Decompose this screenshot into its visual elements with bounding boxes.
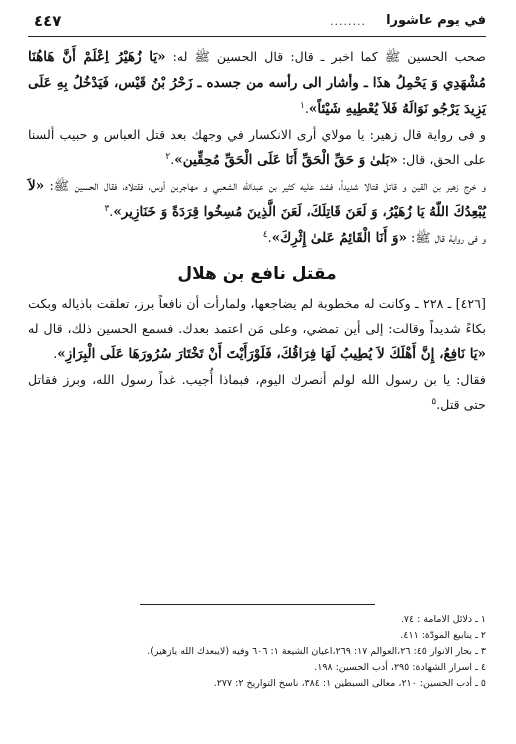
footnotes (28, 612, 486, 692)
main-text (28, 44, 486, 418)
paragraph-text: [٤٢٦] ـ ٢٢٨ ـ وكانت له مخطوبة لم يضاجعها، ولمارأت أن نافعاً برز، تعلقت باذياله وبكت بكاءً شديداً وقالت: إلى أين تمضي، وعلى مَن اعتمد بعدك. فسمع الحسين ذلك، قال له (28, 296, 486, 336)
paragraph-text-end: . (170, 152, 175, 167)
footnote-ref: ٥ (431, 396, 437, 407)
quote-text: «يَا زُهَيْرُ اِعْلَمْ أَنَّ هَاهُنَا مُشْهَدِي وَ يَحْمِلُ هذَا ـ وأشار الى رأسه من جسده ـ زَحْرُ بْنُ قَيْس، فَيَدْخُلُ بِهِ عَلَى يَزِيدَ يَرْجُو نَوَالَهُ فَلاَ يُعْطِيهِ شَيْئاً» (28, 49, 486, 117)
paragraph-text: و فى رواية قال زهير: يا مولاي أرى الانكسار في وجهك بعد قتل العباس و حبيب ألسنا على الحق، قال: (28, 127, 486, 167)
footnote-ref: ٣ (104, 203, 110, 214)
footnote: ٤ ـ اسرار الشهادة: ٢٩٥، أدب الحسين: ١٩٨. (314, 662, 486, 673)
paragraph-text-end: . (109, 204, 114, 219)
quote-text: «وَ أَنَا الْقَائِمُ عَلىٰ إِثْرِكَ» (271, 230, 407, 246)
paragraph (28, 122, 486, 173)
paragraph-text-end: . (267, 230, 272, 245)
footnote-divider (140, 604, 375, 605)
page-number: ٤٤٧ (34, 12, 62, 30)
paragraph (28, 44, 486, 122)
quote-text: «لاَ يُبْعِدُكَ اللّهُ يَا زُهَيْرُ، وَ لَعَنَ قَاتِلَكَ، لَعَنَ الَّذِينَ مُسِخُوا قِرَدَةً وَ خَنَازِير» (28, 178, 486, 220)
paragraph-text: صحب الحسين ﷺ كما اخبر ـ قال: قال الحسين ﷺ له: (165, 49, 486, 64)
paragraph-text-end: . (304, 101, 309, 116)
footnote: ١ ـ دلائل الامامة : ٧٤. (400, 614, 486, 625)
paragraph (28, 225, 486, 251)
footnote: ٢ ـ ينابيع المودّة: ٤١١. (400, 630, 486, 641)
paragraph (28, 173, 486, 225)
footnote-ref: ٢ (165, 151, 171, 162)
footnote: ٥ ـ أدب الحسين: ٢١٠، معالى السبطين ١: ٣٨٤، ناسخ التواريخ ٢: ٢٧٧. (213, 678, 486, 689)
footnote: ٣ ـ بحار الانوار ٤٥: ٢٦،العوالم ١٧: ٢٦٩،اعيان الشيعة ١: ٦٠٦ وفيه (لايبعدك الله يازهير). (147, 646, 486, 657)
paragraph (28, 367, 486, 418)
running-title: في يوم عاشورا (386, 13, 486, 28)
header-dots: ........ (330, 15, 366, 28)
section-title: مقتل نافع بن هلال (177, 264, 337, 284)
paragraph-text: و خرج زهير بن القين و قاتل قتالا شديداً، فشد عليه كثير بن عبدالله الشعبي و مهاجربن أوس، فقتلاه، فقال الحسين ﷺ: (44, 178, 486, 193)
paragraph-text: فقال: يا بن رسول الله لولم أنصرك اليوم، فبماذا أُجيب. غداً رسول الله، وبرز فقاتل حتى قتل. (28, 372, 486, 412)
quote-text: «يَا نَافِعُ، إِنَّ أَهْلَكَ لاَ يُطِيبُ لَهَا فِرَاقُكَ، فَلَوْرَأَيْتَ أَنْ تَخْتَارَ سُرُورَهَا عَلَى الْبِرَازِ» (57, 346, 486, 362)
page-header (28, 12, 486, 37)
paragraph-text-end: . (53, 346, 58, 361)
paragraph (28, 291, 486, 367)
footnote-ref: ٤ (262, 229, 268, 240)
footnote-ref: ١ (300, 100, 305, 111)
paragraph-text: و فى رواية قال ﷺ: (406, 230, 486, 245)
quote-text: «بَلىٰ وَ حَقِّ الْحَقِّ أَنَا عَلَى الْحَقِّ مُحِقِّين» (174, 152, 398, 168)
